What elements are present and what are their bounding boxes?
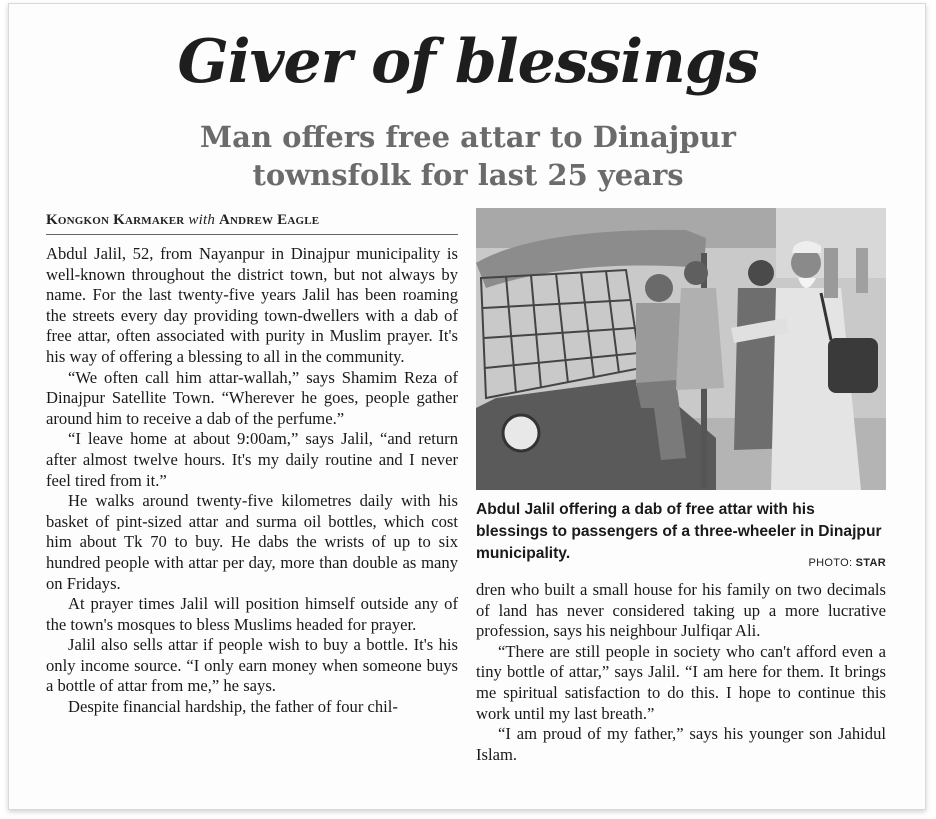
paragraph: “There are still people in society who can't afford even a tiny bottle of attar,” says Jalil. “I am here for them. It brings me spiritual satisfaction to do this. I hope to continue this work until my last breath.” xyxy=(476,641,886,723)
photo-caption: Abdul Jalil offering a dab of free attar with his blessings to passengers of a three-wheeler in Dinajpur municipality. xyxy=(476,501,882,562)
paragraph: Abdul Jalil, 52, from Nayanpur in Dinajpur municipality is well-known throughout the district town, but not always by name. For the last twenty-five years Jalil has been roaming the streets every day providing town-dwellers with a dab of free attar, often associated with purity in Muslim prayer. It's his way of offering a blessing to all in the community. xyxy=(46,244,458,366)
paragraph: “I am proud of my father,” says his younger son Jahidul Islam. xyxy=(476,724,886,764)
headline: Giver of blessings xyxy=(177,27,759,97)
photo-credit-source: STAR xyxy=(855,557,886,569)
subheadline: Man offers free attar to Dinajpur townsfolk for last 25 years xyxy=(200,120,736,192)
byline-author-2: Andrew Eagle xyxy=(219,212,320,228)
article-column-1 xyxy=(46,244,458,718)
byline-with: with xyxy=(188,212,216,228)
byline-author-1: Kongkon Karmaker xyxy=(46,212,185,228)
paragraph: Despite financial hardship, the father of four chil- xyxy=(68,697,398,717)
paragraph: dren who built a small house for his family on two decimals of land has never considered taking up a more lucrative profession, says his neighbour Julfiqar Ali. xyxy=(476,580,886,641)
paragraph: “I leave home at about 9:00am,” says Jalil, “and return after almost twelve hours. It's my daily routine and I never feel tired from it.” xyxy=(46,429,458,490)
photo-credit xyxy=(798,557,886,569)
article-column-2 xyxy=(476,580,886,765)
paragraph: “We often call him attar-wallah,” says Shamim Reza of Dinajpur Satellite Town. “Wherever he goes, people gather around him to receive a dab of the perfume.” xyxy=(46,367,458,428)
photo-illustration xyxy=(476,208,886,490)
photo-credit-label: PHOTO: xyxy=(808,557,853,569)
paragraph: Jalil also sells attar if people wish to buy a bottle. It's his only income source. “I only earn money when someone buys a bottle of attar from me,” he says. xyxy=(46,635,458,696)
byline xyxy=(46,212,458,235)
paragraph: He walks around twenty-five kilometres daily with his basket of pint-sized attar and surma oil bottles, which cost him about Tk 70 to buy. He dabs the wrists of up to six hundred people with attar per day, more than double as many on Fridays. xyxy=(46,491,458,593)
article-photo xyxy=(476,208,886,490)
paragraph: At prayer times Jalil will position himself outside any of the town's mosques to bless Muslims headed for prayer. xyxy=(46,594,458,634)
